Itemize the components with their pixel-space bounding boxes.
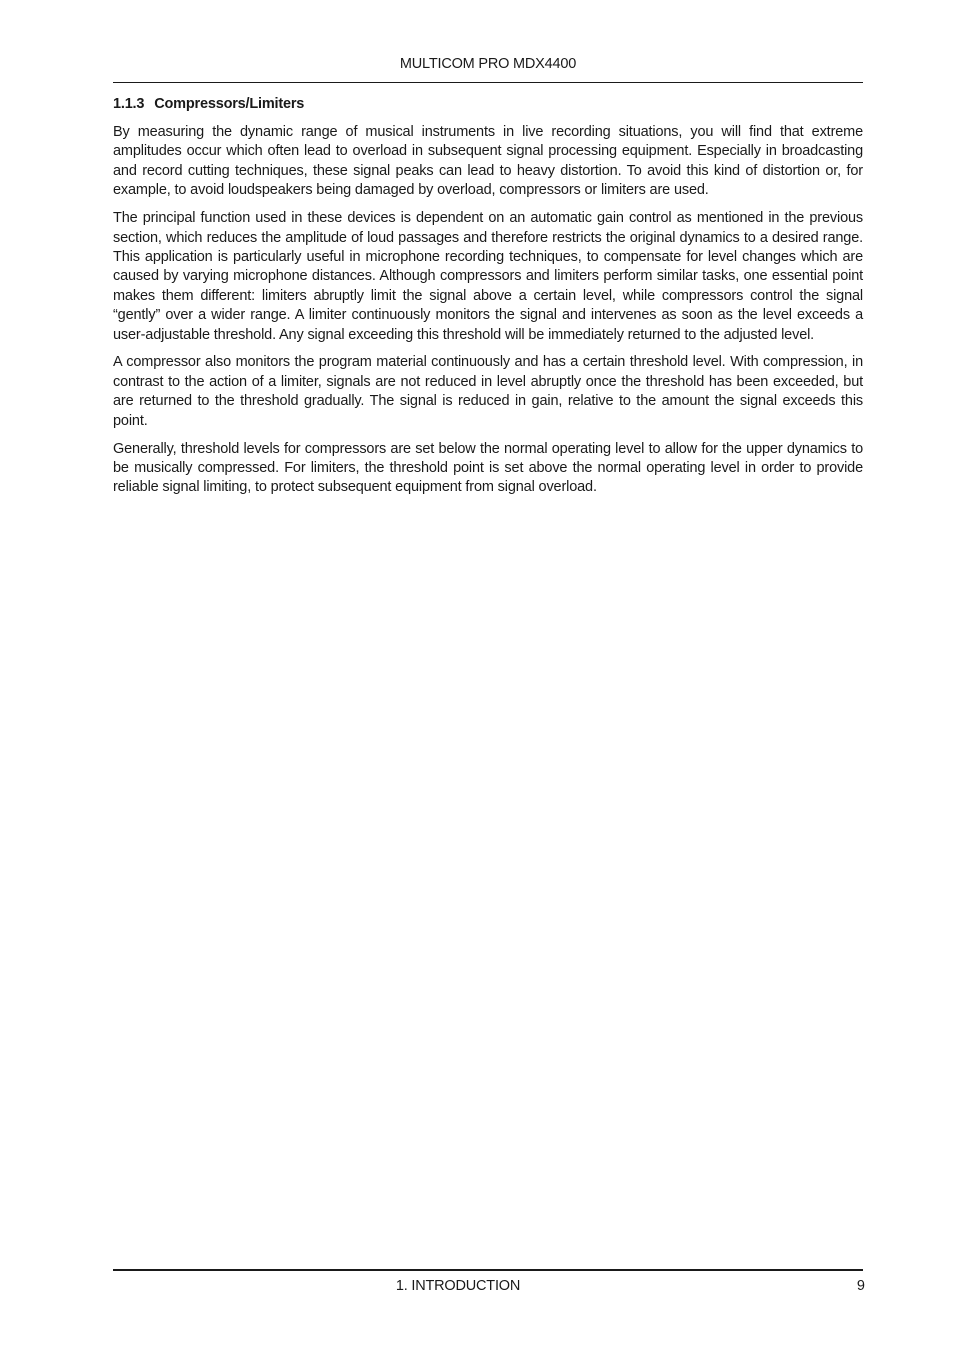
body-paragraph: By measuring the dynamic range of musical instruments in live recording situations, you will find that extreme amplitudes occur which often lead to overload in subsequent signal processing equipment. Especially in broadcasting and record cutting techniques, these signal peaks can lead to heavy distortion. To avoid this kind of distortion or, for example, to avoid loudspeakers being damaged by overload, compressors or limiters are used. (113, 124, 863, 199)
header-divider (113, 82, 863, 83)
footer-divider (113, 1269, 863, 1271)
section-number: 1.1.3 (113, 96, 145, 112)
page-content (113, 95, 863, 506)
body-paragraph: Generally, threshold levels for compressors are set below the normal operating level to allow for the upper dynamics to be musically compressed. For limiters, the threshold point is set above the normal operating level in order to provide reliable signal limiting, to protect subsequent equipment from signal overload. (113, 440, 863, 496)
page-number: 9 (856, 1278, 865, 1294)
body-paragraph: The principal function used in these devices is dependent on an automatic gain control as mentioned in the previous section, which reduces the amplitude of loud passages and therefore restricts the original dynamics to a desired range. This application is particularly useful in microphone recording techniques, to compensate for level changes which are caused by varying microphone distances. Although compressors and limiters perform similar tasks, one essential point makes them different: limiters abruptly limit the signal above a certain level, while compressors control the signal “gently” over a wider range. A limiter continuously monitors the signal and intervenes as soon as the level exceeds a user-adjustable threshold. Any signal exceeding this threshold will be immediately returned to the adjusted level. (113, 210, 863, 343)
section-title: Compressors/Limiters (154, 96, 305, 112)
body-paragraph: A compressor also monitors the program material continuously and has a certain threshold level. With compression, in contrast to the action of a limiter, signals are not reduced in level abruptly once the threshold has been exceeded, but are returned to the threshold gradually. The signal is reduced in gain, relative to the amount the signal exceeds this point. (113, 354, 863, 429)
section-heading (113, 95, 863, 114)
footer-chapter-label: 1. INTRODUCTION (395, 1278, 521, 1294)
running-header: MULTICOM PRO MDX4400 (399, 56, 577, 72)
